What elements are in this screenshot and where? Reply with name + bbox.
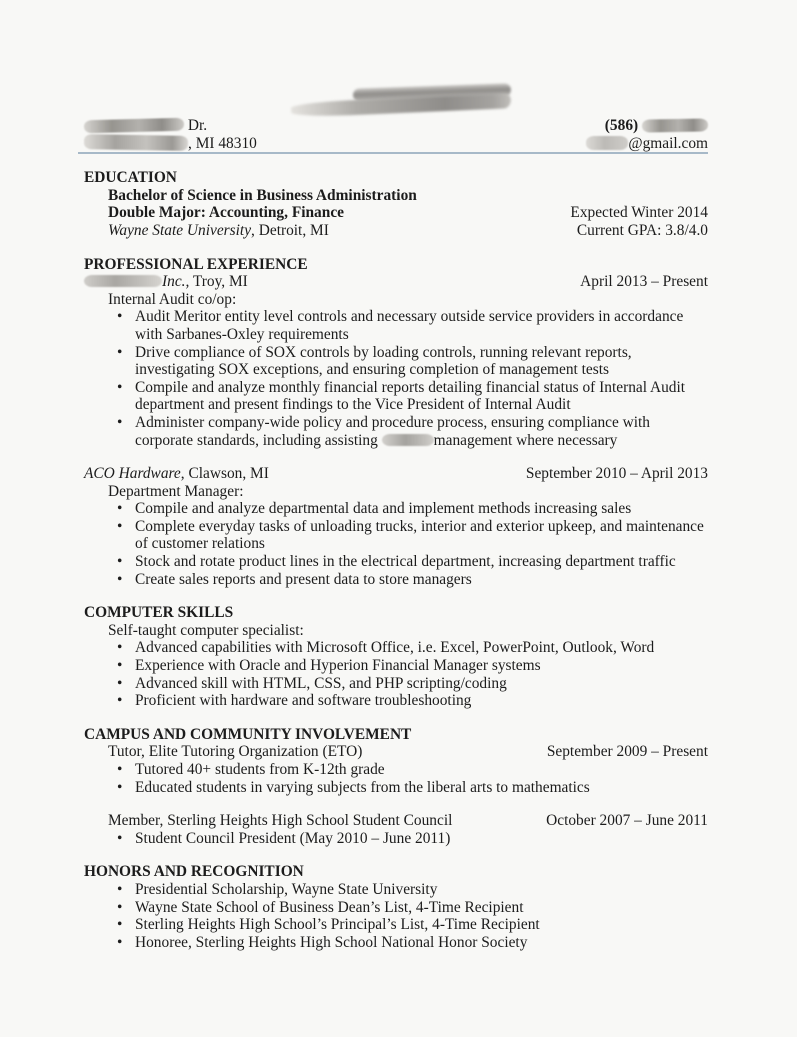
job2-bullet: • Stock and rotate product lines in the electrical department, increasing department traffic [84,553,708,571]
campus-entry1-row [84,743,708,761]
computer-skills-bullet: • Advanced capabilities with Microsoft Office, i.e. Excel, PowerPoint, Outlook, Word [84,639,708,657]
campus-bullet: • Educated students in varying subjects from the liberal arts to mathematics [84,779,708,797]
email-line [586,135,708,153]
header [0,117,797,152]
campus-entry2-role: Member, Sterling Heights High School Student Council [108,812,453,830]
education-double-major: Double Major: Accounting, Finance [108,204,344,222]
education-degree: Bachelor of Science in Business Administration [108,186,417,204]
job2-company-location: , Clawson, MI [180,465,269,483]
job2-bullet: • Create sales reports and present data to store managers [84,571,708,589]
address-line-2 [84,135,257,153]
header-contact-block [586,117,708,152]
computer-skills-intro: Self-taught computer specialist: [108,621,304,639]
email-domain-text: @gmail.com [628,134,708,152]
section-title-campus: CAMPUS AND COMMUNITY INVOLVEMENT [84,725,412,743]
job2-dates: September 2010 – April 2013 [525,465,708,483]
redaction-scribble-email [586,136,628,150]
honors-bullet-list [84,881,708,951]
job2-bullet-list [84,500,708,588]
computer-skills-bullet: • Proficient with hardware and software troubleshooting [84,692,708,710]
redaction-scribble-company [84,275,162,287]
section-title-computer-skills: COMPUTER SKILLS [84,604,234,622]
computer-skills-bullet: • Advanced skill with HTML, CSS, and PHP scripting/coding [84,675,708,693]
job1-bullet: • Drive compliance of SOX controls by loading controls, running relevant reports, investigating SOX exceptions, and ensuring completion of management tests [84,344,708,379]
campus-entry2-bullet-list [84,830,708,848]
section-title-honors: HONORS AND RECOGNITION [84,863,304,881]
job2-company-name: ACO Hardware [84,465,181,483]
computer-skills-bullet: • Experience with Oracle and Hyperion Financial Manager systems [84,657,708,675]
redaction-scribble-city [84,134,188,151]
section-title-education: EDUCATION [84,169,177,187]
campus-entry2-dates: October 2007 – June 2011 [546,812,708,830]
job2-company-row [84,465,708,483]
campus-entry1-dates: September 2009 – Present [546,743,708,761]
education-school-line [108,222,329,240]
header-divider [78,152,708,154]
education-school-name: Wayne State University [108,221,252,239]
redaction-scribble-phone [642,118,708,132]
job1-company-line [84,273,248,291]
job1-company-name: Inc., [162,273,190,291]
computer-skills-bullet-list [84,639,708,709]
redaction-scribble-name [291,85,511,119]
education-school-location: , Detroit, MI [251,221,329,239]
job1-role: Internal Audit co/op: [108,290,237,308]
job2-role: Department Manager: [108,482,244,500]
honors-bullet: • Sterling Heights High School’s Principal’s List, 4-Time Recipient [84,916,708,934]
job2-bullet: • Compile and analyze departmental data and implement methods increasing sales [84,500,708,518]
redaction-scribble-street [84,118,184,134]
education-expected-date: Expected Winter 2014 [570,204,708,222]
redaction-scribble-inline [382,434,434,446]
education-gpa: Current GPA: 3.8/4.0 [576,221,708,239]
address-line-1 [84,117,257,135]
header-address-block [84,117,257,152]
job1-company-location: Troy, MI [189,273,248,291]
address-line-2-text: , MI 48310 [188,134,257,152]
job1-dates: April 2013 – Present [580,273,708,291]
campus-bullet: • Tutored 40+ students from K-12th grade [84,761,708,779]
job1-bullet-redacted-before: Administer company-wide policy and procedure process, ensuring compliance with corporate standards, including assisting [135,413,651,449]
job1-company-row [84,273,708,291]
education-school-row [84,222,708,240]
section-title-experience: PROFESSIONAL EXPERIENCE [84,255,308,273]
campus-entry2-row [84,812,708,830]
education-major-row [84,204,708,222]
job1-bullet-redacted [84,414,708,449]
job1-bullet-redacted-after: management where necessary [433,431,618,449]
job1-bullet: • Compile and analyze monthly financial reports detailing financial status of Internal Audit department and present findings to the Vice President of Internal Audit [84,379,708,414]
job1-bullet: • Audit Meritor entity level controls and necessary outside service providers in accordance with Sarbanes-Oxley requirements [84,308,708,343]
job2-company-line [84,465,269,483]
job2-bullet: • Complete everyday tasks of unloading trucks, interior and exterior upkeep, and maintenance of customer relations [84,518,708,553]
honors-bullet: • Honoree, Sterling Heights High School National Honor Society [84,934,708,952]
campus-bullet: • Student Council President (May 2010 – June 2011) [84,830,708,848]
phone-area-code: (586) [604,117,639,134]
campus-entry1-bullet-list [84,761,708,796]
job1-bullet-list [84,308,708,449]
resume-body [0,169,797,951]
address-line-1-text: Dr. [187,117,208,134]
campus-entry1-role: Tutor, Elite Tutoring Organization (ETO) [108,743,363,761]
honors-bullet: • Presidential Scholarship, Wayne State University [84,881,708,899]
phone-line [586,117,708,135]
honors-bullet: • Wayne State School of Business Dean’s List, 4-Time Recipient [84,899,708,917]
